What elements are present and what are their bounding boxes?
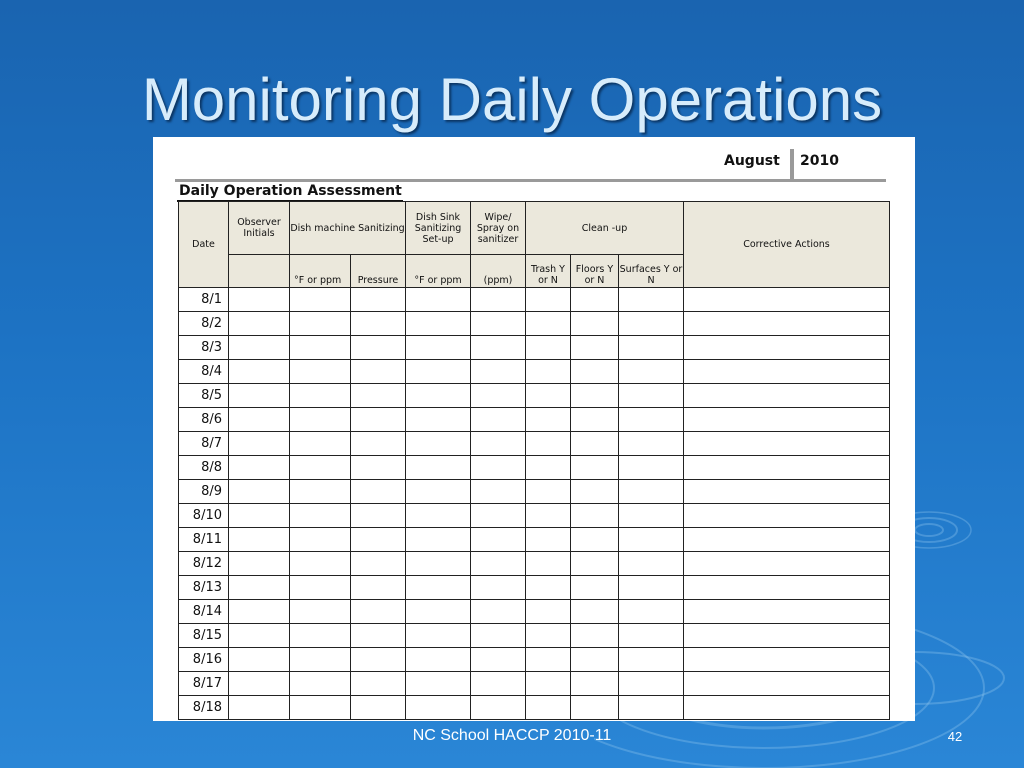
entry-cell [471,648,526,672]
entry-cell [229,648,290,672]
row-date: 8/9 [179,480,229,504]
entry-cell [290,480,351,504]
entry-cell [471,576,526,600]
slide-footer: NC School HACCP 2010-11 [412,727,612,744]
form-sheet [153,137,915,721]
entry-cell [229,456,290,480]
table-row [179,576,890,600]
entry-cell [619,384,684,408]
entry-cell [351,408,406,432]
entry-cell [619,576,684,600]
row-date: 8/5 [179,384,229,408]
entry-cell [229,336,290,360]
entry-cell [571,456,619,480]
table-row [179,552,890,576]
entry-cell [526,480,571,504]
header-trash: Trash Y or N [526,255,571,288]
table-row [179,384,890,408]
row-date: 8/1 [179,288,229,312]
entry-cell [526,336,571,360]
row-date: 8/6 [179,408,229,432]
form-year: 2010 [800,153,839,169]
entry-cell [571,288,619,312]
entry-cell [229,624,290,648]
entry-cell [526,624,571,648]
entry-cell [471,312,526,336]
entry-cell [351,648,406,672]
entry-cell [471,384,526,408]
assessment-rows [179,288,890,720]
entry-cell [406,360,471,384]
entry-cell [290,600,351,624]
entry-cell [406,624,471,648]
entry-cell [684,696,890,720]
entry-cell [471,600,526,624]
row-date: 8/12 [179,552,229,576]
entry-cell [290,528,351,552]
entry-cell [526,672,571,696]
entry-cell [229,432,290,456]
header-wipe-ppm: (ppm) [471,255,526,288]
entry-cell [229,576,290,600]
row-date: 8/14 [179,600,229,624]
slide-title: Monitoring Daily Operations [141,66,883,133]
entry-cell [571,336,619,360]
entry-cell [290,312,351,336]
entry-cell [684,384,890,408]
entry-cell [351,360,406,384]
entry-cell [526,384,571,408]
entry-cell [406,576,471,600]
entry-cell [471,528,526,552]
table-row [179,480,890,504]
table-row [179,528,890,552]
entry-cell [471,432,526,456]
entry-cell [619,480,684,504]
form-title: Daily Operation Assessment [179,183,402,199]
entry-cell [471,408,526,432]
entry-cell [471,696,526,720]
entry-cell [526,696,571,720]
table-row [179,408,890,432]
entry-cell [684,552,890,576]
row-date: 8/18 [179,696,229,720]
table-row [179,600,890,624]
entry-cell [229,504,290,528]
table-row [179,504,890,528]
entry-cell [290,360,351,384]
entry-cell [684,432,890,456]
entry-cell [406,528,471,552]
header-dish-machine: Dish machine Sanitizing [290,202,406,255]
entry-cell [351,480,406,504]
entry-cell [229,312,290,336]
entry-cell [619,312,684,336]
entry-cell [571,696,619,720]
assessment-table [178,201,890,720]
table-row [179,312,890,336]
entry-cell [571,504,619,528]
entry-cell [619,336,684,360]
header-dish-sink-temp: °F or ppm [406,255,471,288]
entry-cell [406,312,471,336]
entry-cell [406,672,471,696]
header-surfaces: Surfaces Y or N [619,255,684,288]
entry-cell [406,648,471,672]
entry-cell [229,696,290,720]
entry-cell [406,600,471,624]
entry-cell [351,600,406,624]
row-date: 8/16 [179,648,229,672]
header-rule [175,179,886,182]
entry-cell [471,672,526,696]
entry-cell [351,504,406,528]
entry-cell [684,600,890,624]
entry-cell [684,576,890,600]
entry-cell [290,456,351,480]
row-date: 8/13 [179,576,229,600]
entry-cell [290,336,351,360]
entry-cell [229,384,290,408]
entry-cell [471,360,526,384]
entry-cell [684,312,890,336]
entry-cell [571,600,619,624]
entry-cell [526,600,571,624]
entry-cell [526,648,571,672]
entry-cell [684,288,890,312]
entry-cell [684,528,890,552]
entry-cell [571,648,619,672]
table-row [179,360,890,384]
entry-cell [406,696,471,720]
entry-cell [406,408,471,432]
entry-cell [351,432,406,456]
entry-cell [351,528,406,552]
entry-cell [526,408,571,432]
entry-cell [619,456,684,480]
entry-cell [351,312,406,336]
row-date: 8/10 [179,504,229,528]
header-date: Date [179,202,229,288]
entry-cell [619,648,684,672]
entry-cell [684,336,890,360]
entry-cell [571,360,619,384]
entry-cell [619,408,684,432]
header-floors: Floors Y or N [571,255,619,288]
page-number: 42 [947,729,963,744]
entry-cell [351,552,406,576]
entry-cell [619,672,684,696]
entry-cell [471,456,526,480]
row-date: 8/11 [179,528,229,552]
entry-cell [526,432,571,456]
entry-cell [406,336,471,360]
entry-cell [526,360,571,384]
row-date: 8/8 [179,456,229,480]
entry-cell [684,360,890,384]
header-dish-machine-temp: °F or ppm [290,255,351,288]
entry-cell [351,288,406,312]
entry-cell [290,504,351,528]
period-divider [790,149,794,179]
entry-cell [619,432,684,456]
entry-cell [290,624,351,648]
entry-cell [229,288,290,312]
table-row [179,432,890,456]
entry-cell [351,696,406,720]
entry-cell [571,576,619,600]
table-row [179,672,890,696]
row-date: 8/4 [179,360,229,384]
row-date: 8/15 [179,624,229,648]
entry-cell [619,624,684,648]
entry-cell [571,552,619,576]
entry-cell [471,504,526,528]
entry-cell [229,360,290,384]
entry-cell [351,384,406,408]
entry-cell [229,480,290,504]
entry-cell [684,624,890,648]
entry-cell [571,408,619,432]
entry-cell [571,624,619,648]
entry-cell [406,480,471,504]
entry-cell [406,384,471,408]
entry-cell [406,456,471,480]
header-observer-blank [229,255,290,288]
entry-cell [290,384,351,408]
entry-cell [571,432,619,456]
entry-cell [684,456,890,480]
entry-cell [471,480,526,504]
entry-cell [406,432,471,456]
header-corrective-actions: Corrective Actions [684,202,890,288]
entry-cell [229,408,290,432]
entry-cell [571,384,619,408]
entry-cell [229,672,290,696]
row-date: 8/17 [179,672,229,696]
entry-cell [351,336,406,360]
entry-cell [290,648,351,672]
entry-cell [471,288,526,312]
entry-cell [684,504,890,528]
entry-cell [526,528,571,552]
entry-cell [290,432,351,456]
entry-cell [619,360,684,384]
header-dish-sink: Dish Sink Sanitizing Set-up [406,202,471,255]
row-date: 8/3 [179,336,229,360]
row-date: 8/7 [179,432,229,456]
entry-cell [351,672,406,696]
entry-cell [406,288,471,312]
entry-cell [619,288,684,312]
entry-cell [229,600,290,624]
entry-cell [290,696,351,720]
header-wipe-spray: Wipe/ Spray on sanitizer [471,202,526,255]
entry-cell [619,696,684,720]
entry-cell [571,528,619,552]
header-observer-initials: Observer Initials [229,202,290,255]
entry-cell [684,672,890,696]
row-date: 8/2 [179,312,229,336]
entry-cell [526,456,571,480]
header-clean-up: Clean -up [526,202,684,255]
entry-cell [351,576,406,600]
entry-cell [526,504,571,528]
entry-cell [351,624,406,648]
entry-cell [684,648,890,672]
entry-cell [229,528,290,552]
entry-cell [684,408,890,432]
entry-cell [229,552,290,576]
table-row [179,624,890,648]
entry-cell [406,552,471,576]
entry-cell [471,624,526,648]
entry-cell [471,552,526,576]
entry-cell [406,504,471,528]
entry-cell [684,480,890,504]
entry-cell [619,600,684,624]
entry-cell [471,336,526,360]
table-row [179,288,890,312]
entry-cell [290,288,351,312]
table-row [179,456,890,480]
header-dish-machine-pressure: Pressure [351,255,406,288]
entry-cell [290,672,351,696]
entry-cell [290,552,351,576]
entry-cell [619,504,684,528]
table-row [179,648,890,672]
entry-cell [619,552,684,576]
entry-cell [619,528,684,552]
entry-cell [290,408,351,432]
entry-cell [571,312,619,336]
entry-cell [526,576,571,600]
form-month: August [724,153,780,169]
entry-cell [526,312,571,336]
table-row [179,336,890,360]
entry-cell [351,456,406,480]
entry-cell [526,552,571,576]
entry-cell [571,672,619,696]
entry-cell [571,480,619,504]
table-row [179,696,890,720]
entry-cell [526,288,571,312]
entry-cell [290,576,351,600]
